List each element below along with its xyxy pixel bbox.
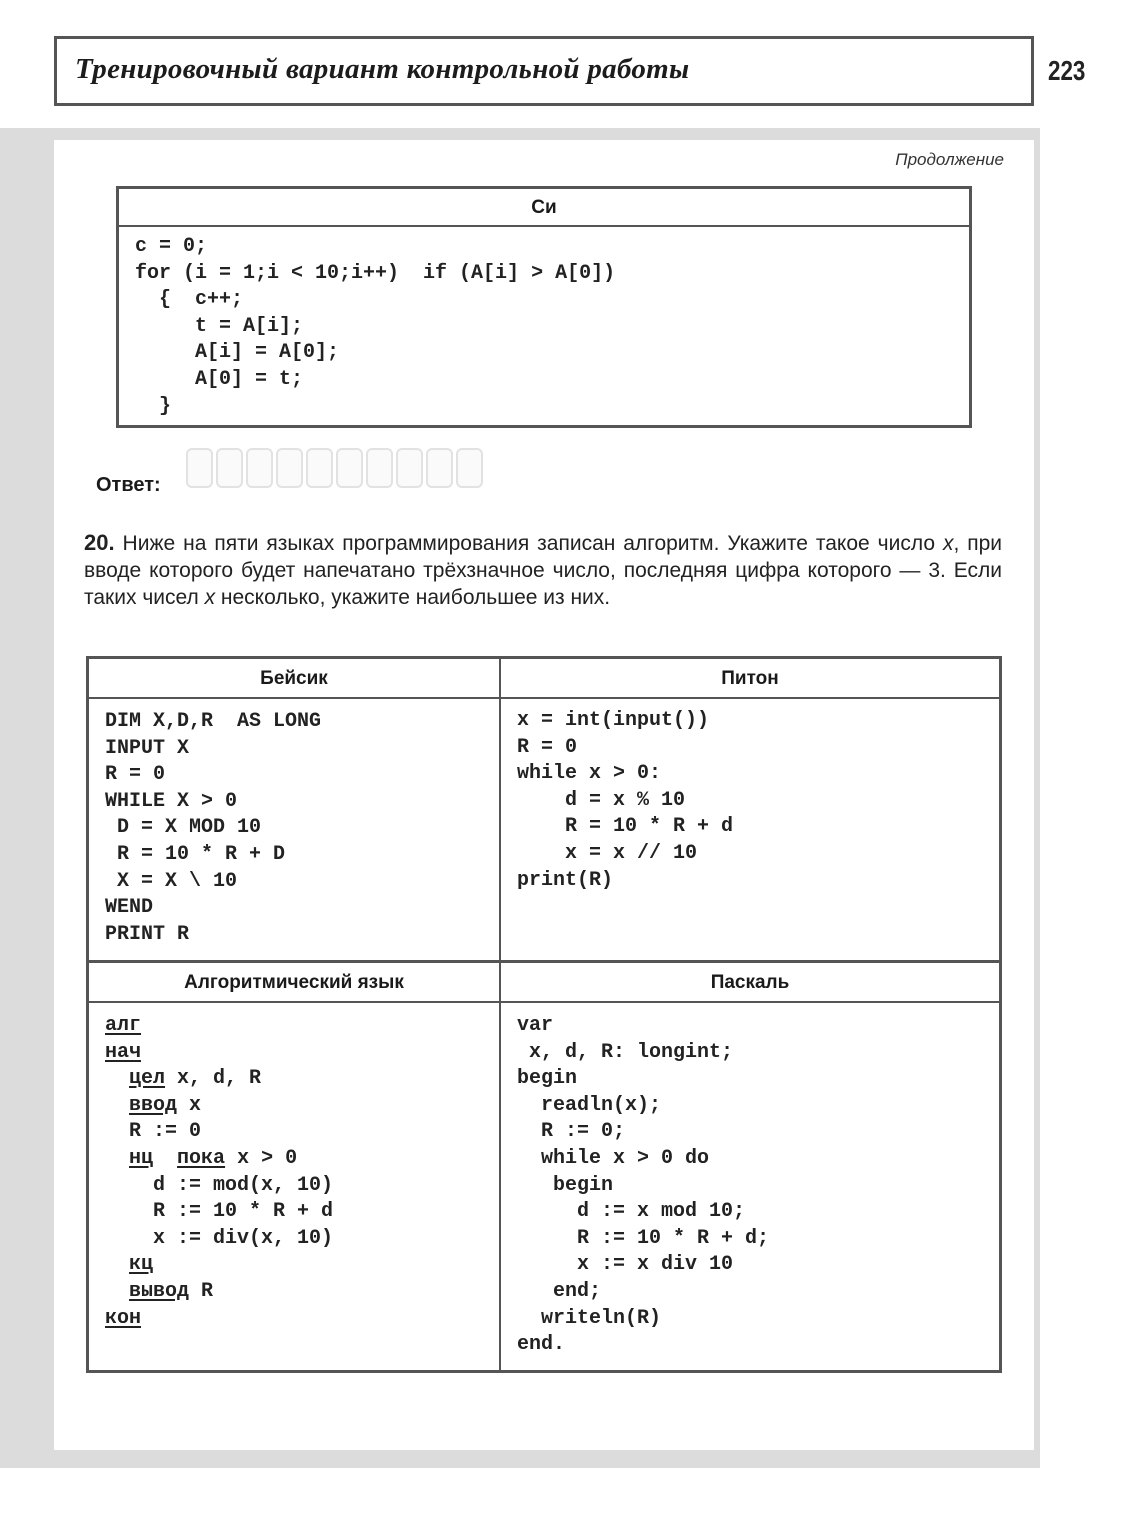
header-title: Тренировочный вариант контрольной работы [75,53,690,85]
basic-line: PRINT R [105,922,190,946]
keyword: нц [129,1146,154,1170]
alg-line: R := 10 * R + d [153,1200,334,1224]
pascal-heading: Паскаль [501,963,999,1003]
c-line: c = 0; [135,235,208,258]
basic-line: INPUT X [105,736,190,760]
pascal-line: d := x mod 10; [517,1200,746,1224]
alg-line-rest: x > 0 [225,1146,298,1170]
alg-line: x := div(x, 10) [153,1226,334,1250]
basic-code-block [89,699,499,948]
task-var: x [942,532,954,555]
basic-line: D = X MOD 10 [105,816,262,840]
answer-cell[interactable] [426,448,453,488]
python-line: d = x % 10 [517,788,686,812]
answer-input-cells[interactable] [186,448,486,492]
python-line: while x > 0: [517,762,662,786]
keyword: кон [105,1306,142,1330]
keyword: вывод [129,1279,190,1303]
task-var: x [204,586,216,609]
basic-heading: Бейсик [89,659,501,699]
task-20-text [84,529,1002,611]
answer-cell[interactable] [246,448,273,488]
answer-cell[interactable] [186,448,213,488]
pascal-code-block [501,1003,999,1359]
continuation-label: Продолжение [895,150,1004,169]
c-line: { c++; [135,288,244,312]
task-text-part: , при вводе которого будет напечатано трёхзначное число, последняя цифра которого — 3. Если таких чисел [84,532,1003,609]
pascal-line: R := 10 * R + d; [517,1226,770,1250]
python-heading: Питон [501,659,999,699]
task-number: 20. [84,530,115,555]
algorithmic-heading: Алгоритмический язык [89,963,501,1003]
pascal-line: readln(x); [517,1093,662,1117]
python-line: print(R) [517,868,614,892]
keyword: нач [105,1040,142,1064]
pascal-line: var [517,1014,554,1037]
keyword: цел [129,1067,166,1091]
pascal-line: x := x div 10 [517,1253,734,1277]
keyword: ввод [129,1093,178,1117]
languages-table [86,656,1002,1373]
alg-line-rest: x [177,1093,202,1117]
python-line: x = int(input()) [517,709,710,732]
python-line: R = 10 * R + d [517,815,734,839]
running-header [54,36,1034,106]
pascal-line: while x > 0 do [517,1146,710,1170]
basic-line: R = 10 * R + D [105,842,286,866]
pascal-cell [501,1003,999,1370]
python-cell [501,699,999,963]
answer-cell[interactable] [306,448,333,488]
answer-cell[interactable] [336,448,363,488]
pascal-line: end; [517,1279,602,1303]
c-line: } [135,394,172,418]
keyword: пока [177,1146,226,1170]
algorithmic-cell [89,1003,501,1370]
alg-line-rest: x, d, R [165,1067,262,1091]
pascal-line: R := 0; [517,1120,626,1144]
answer-cell[interactable] [276,448,303,488]
basic-line: WHILE X > 0 [105,789,238,813]
alg-line: R := 0 [129,1120,202,1144]
c-table-heading: Си [119,189,969,227]
c-line: A[i] = A[0]; [135,341,340,365]
answer-label: Ответ: [96,474,161,496]
task-text-part: Ниже на пяти языках программирования записан алгоритм. Укажите такое число [122,532,943,555]
answer-cell[interactable] [396,448,423,488]
c-line: for (i = 1;i < 10;i++) if (A[i] > A[0]) [135,261,616,285]
page-number: 223 [1048,55,1086,86]
basic-line: DIM X,D,R AS LONG [105,710,322,733]
pascal-line: begin [517,1067,578,1091]
c-code-table [116,186,972,428]
algorithmic-code-block [89,1003,499,1332]
c-code-block [119,227,969,420]
pascal-line: begin [517,1173,614,1197]
c-line: t = A[i]; [135,314,304,338]
answer-cell[interactable] [216,448,243,488]
keyword: алг [105,1014,142,1037]
pascal-line: end. [517,1333,566,1357]
task-text-part: несколько, укажите наибольшее из них. [215,586,611,609]
python-line: x = x // 10 [517,841,698,865]
alg-line: d := mod(x, 10) [153,1173,334,1197]
basic-line: WEND [105,896,154,920]
basic-line: X = X \ 10 [105,869,238,893]
python-line: R = 0 [517,735,578,759]
pascal-line: writeln(R) [517,1306,662,1330]
keyword: кц [129,1253,154,1277]
python-code-block [501,699,999,894]
basic-line: R = 0 [105,763,166,787]
pascal-line: x, d, R: longint; [517,1040,734,1064]
c-line: A[0] = t; [135,367,304,391]
basic-cell [89,699,501,963]
answer-cell[interactable] [456,448,483,488]
answer-cell[interactable] [366,448,393,488]
alg-line-rest: R [189,1279,214,1303]
